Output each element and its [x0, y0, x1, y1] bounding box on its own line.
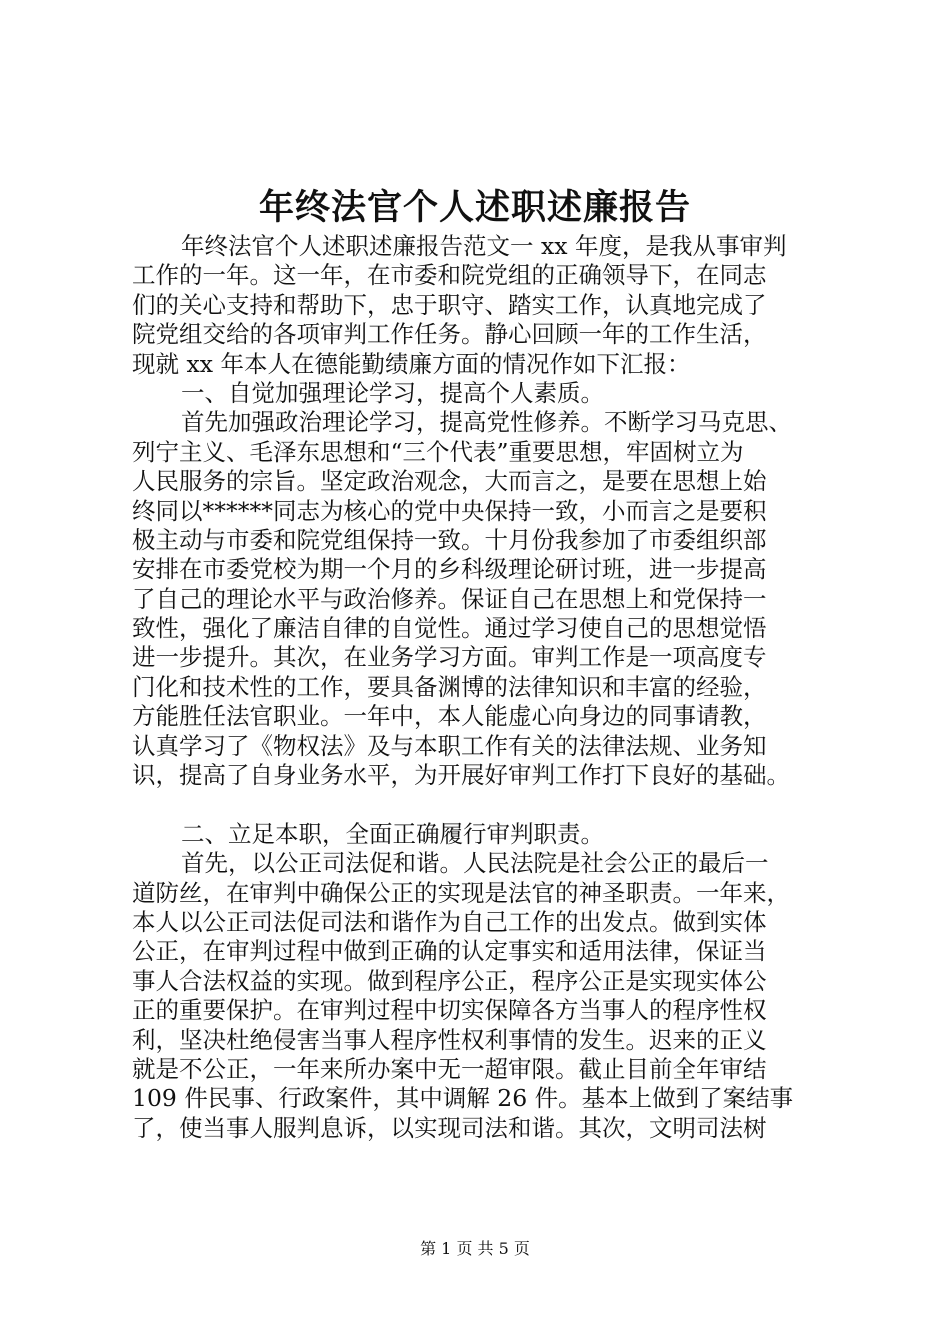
text-line: 道防丝，在审判中确保公正的实现是法官的神圣职责。一年来， [132, 878, 790, 907]
blank-line [132, 790, 832, 819]
text-line: 现就 xx 年本人在德能勤绩廉方面的情况作如下汇报： [132, 349, 691, 378]
text-line: 本人以公正司法促司法和谐作为自己工作的出发点。做到实体 [132, 907, 767, 936]
text-line: 公正，在审判过程中做到正确的认定事实和适用法律，保证当 [132, 937, 767, 966]
text-line: 年终法官个人述职述廉报告范文一 xx 年度，是我从事审判 [181, 232, 787, 260]
text-line: 极主动与市委和院党组保持一致。十月份我参加了市委组织部 [132, 525, 767, 554]
text-line: 了，使当事人服判息诉，以实现司法和谐。其次，文明司法树 [132, 1113, 767, 1142]
text-line: 院党组交给的各项审判工作任务。静心回顾一年的工作生活， [132, 320, 767, 349]
text-line: 利，坚决杜绝侵害当事人程序性权利事情的发生。迟来的正义 [132, 1025, 767, 1054]
text-line: 了自己的理论水平与政治修养。保证自己在思想上和党保持一 [132, 584, 767, 613]
text-line: 109 件民事、行政案件，其中调解 26 件。基本上做到了案结事 [132, 1084, 794, 1113]
document-title: 年终法官个人述职述廉报告 [258, 187, 691, 228]
text-line: 致性，强化了廉洁自律的自觉性。通过学习使自己的思想觉悟 [132, 614, 767, 643]
text-line: 们的关心支持和帮助下，忠于职守、踏实工作，认真地完成了 [132, 290, 767, 319]
text-line: 工作的一年。这一年，在市委和院党组的正确领导下，在同志 [132, 261, 767, 290]
text-line: 人民服务的宗旨。坚定政治观念，大而言之，是要在思想上始 [132, 467, 767, 496]
text-line: 方能胜任法官职业。一年中，本人能虚心向身边的同事请教， [132, 702, 767, 731]
section-heading: 二、立足本职，全面正确履行审判职责。 [181, 819, 604, 848]
document-body [132, 232, 832, 1143]
text-line: 首先加强政治理论学习，提高党性修养。不断学习马克思、 [181, 408, 792, 437]
text-line: 正的重要保护。在审判过程中切实保障各方当事人的程序性权 [132, 996, 767, 1025]
text-line: 门化和技术性的工作，要具备渊博的法律知识和丰富的经验， [132, 672, 767, 701]
text-line: 事人合法权益的实现。做到程序公正，程序公正是实现实体公 [132, 966, 767, 995]
text-line: 终同以******同志为核心的党中央保持一致，小而言之是要积 [132, 496, 767, 525]
text-line: 安排在市委党校为期一个月的乡科级理论研讨班，进一步提高 [132, 555, 767, 584]
text-line: 列宁主义、毛泽东思想和“三个代表”重要思想，牢固树立为 [132, 437, 744, 466]
text-line: 进一步提升。其次，在业务学习方面。审判工作是一项高度专 [132, 643, 767, 672]
text-line: 识，提高了自身业务水平，为开展好审判工作打下良好的基础。 [132, 761, 790, 790]
text-line: 认真学习了《物权法》及与本职工作有关的法律法规、业务知 [132, 731, 767, 760]
text-line: 就是不公正，一年来所办案中无一超审限。截止目前全年审结 [132, 1054, 767, 1083]
section-heading: 一、自觉加强理论学习，提高个人素质。 [181, 378, 604, 407]
text-line: 首先，以公正司法促和谐。人民法院是社会公正的最后一 [181, 849, 769, 878]
page-number-footer: 第 1 页 共 5 页 [420, 1239, 530, 1258]
